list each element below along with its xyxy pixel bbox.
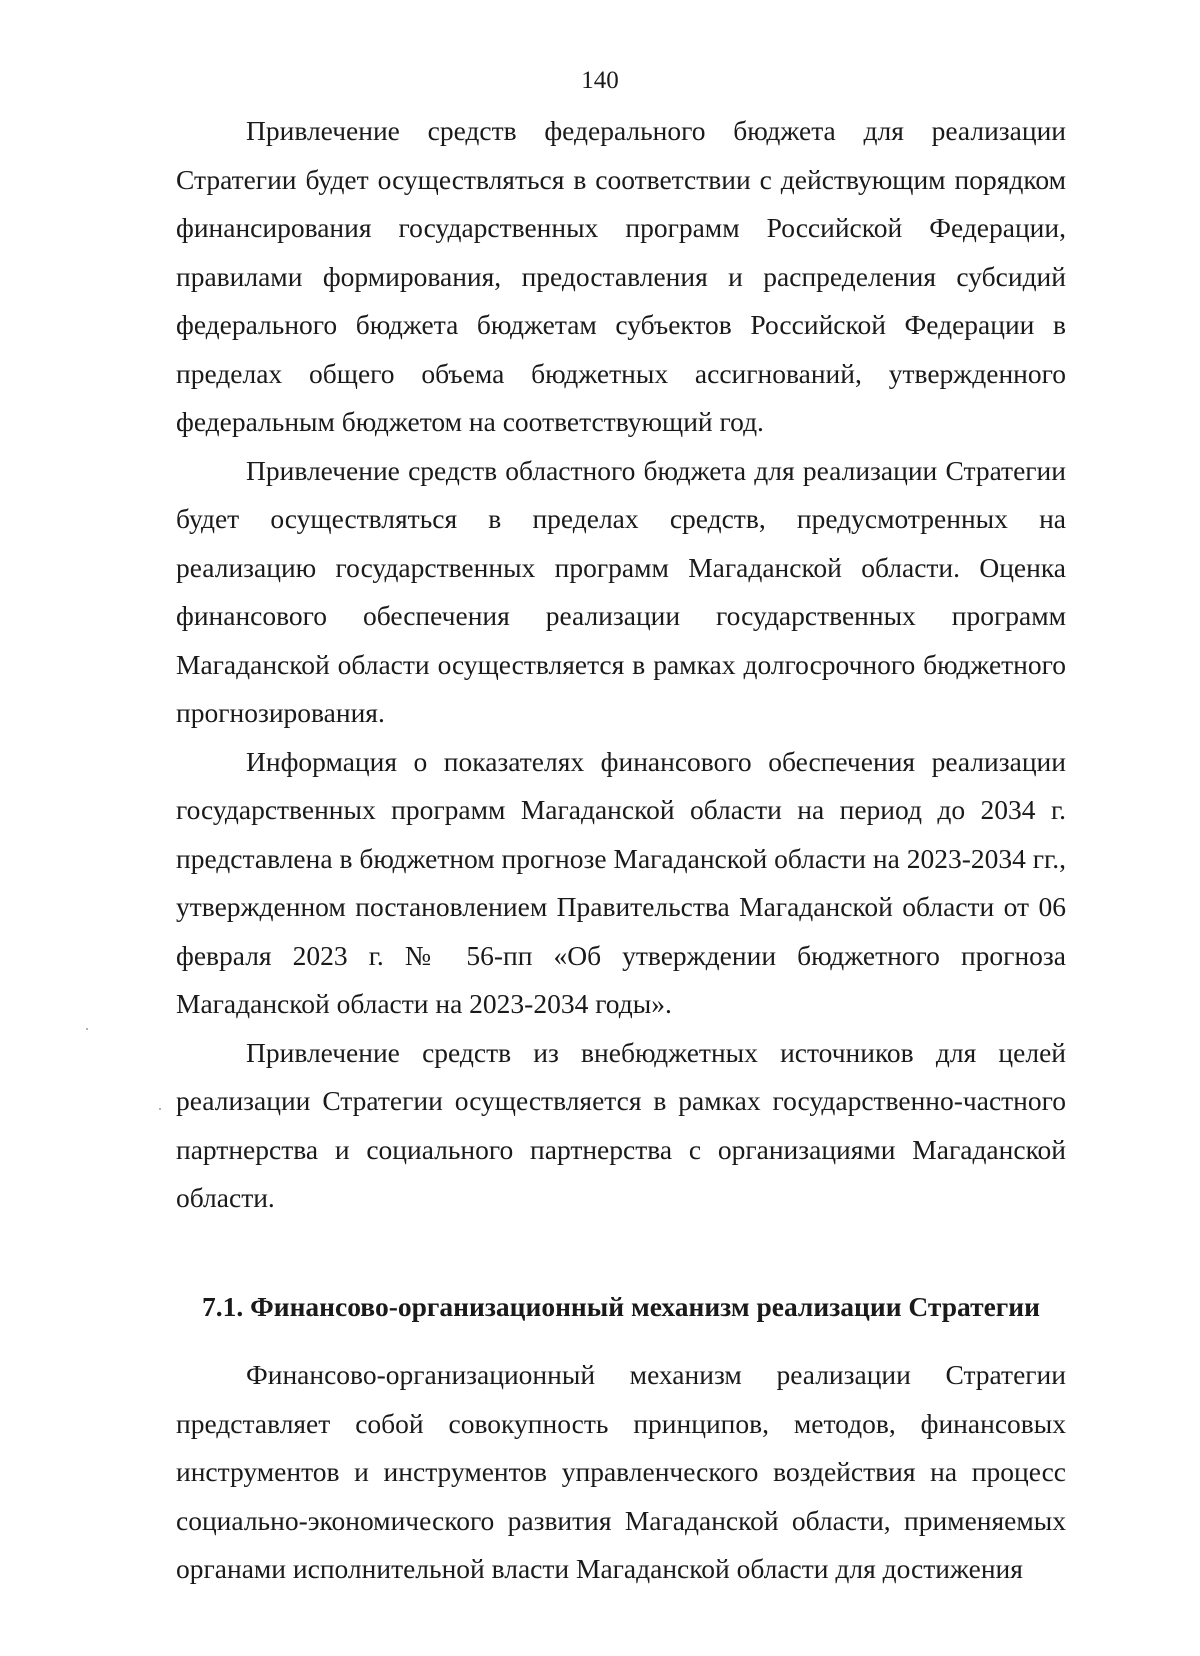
- page-number: 140: [581, 67, 619, 94]
- scan-speck: [159, 1108, 161, 1110]
- paragraph-mechanism: Финансово-организационный механизм реализации Стратегии представляет собой совокупность принципов, методов, финансовых инструментов и инструментов управленческого воздействия на процесс социально-экономического развития Магаданской области, применяемых органами исполнительной власти Магаданской области для достижения: [176, 1359, 1066, 1584]
- paragraph-regional-budget: Привлечение средств областного бюджета для реализации Стратегии будет осуществляться в пределах средств, предусмотренных на реализацию государственных программ Магаданской области. Оценка финансового обеспечения реализации государственных программ Магаданской области осуществляется в рамках долгосрочного бюджетного прогнозирования.: [176, 454, 1066, 728]
- paragraph-federal-budget: Привлечение средств федерального бюджета для реализации Стратегии будет осуществляться в соответствии с действующим порядком финансирования государственных программ Российской Федерации, правилами формирования, предоставления и распределения субсидий федерального бюджета бюджетам субъектов Российской Федерации в пределах общего объема бюджетных ассигнований, утвержденного федеральным бюджетом на соответствующий год.: [176, 115, 1066, 437]
- section-heading: 7.1. Финансово-организационный механизм реализации Стратегии: [202, 1290, 1040, 1322]
- scan-speck: [86, 1028, 88, 1030]
- page-body: [176, 107, 1066, 1594]
- paragraph-budget-forecast: Информация о показателях финансового обеспечения реализации государственных программ Магаданской области на период до 2034 г. представлена в бюджетном прогнозе Магаданской области на 2023-2034 гг., утвержденном постановлением Правительства Магаданской области от 06 февраля 2023 г. № 56-пп «Об утверждении бюджетного прогноза Магаданской области на 2023-2034 годы».: [176, 745, 1066, 1019]
- paragraph-extrabudgetary: Привлечение средств из внебюджетных источников для целей реализации Стратегии осуществляется в рамках государственно-частного партнерства и социального партнерства с организациями Магаданской области.: [176, 1036, 1066, 1213]
